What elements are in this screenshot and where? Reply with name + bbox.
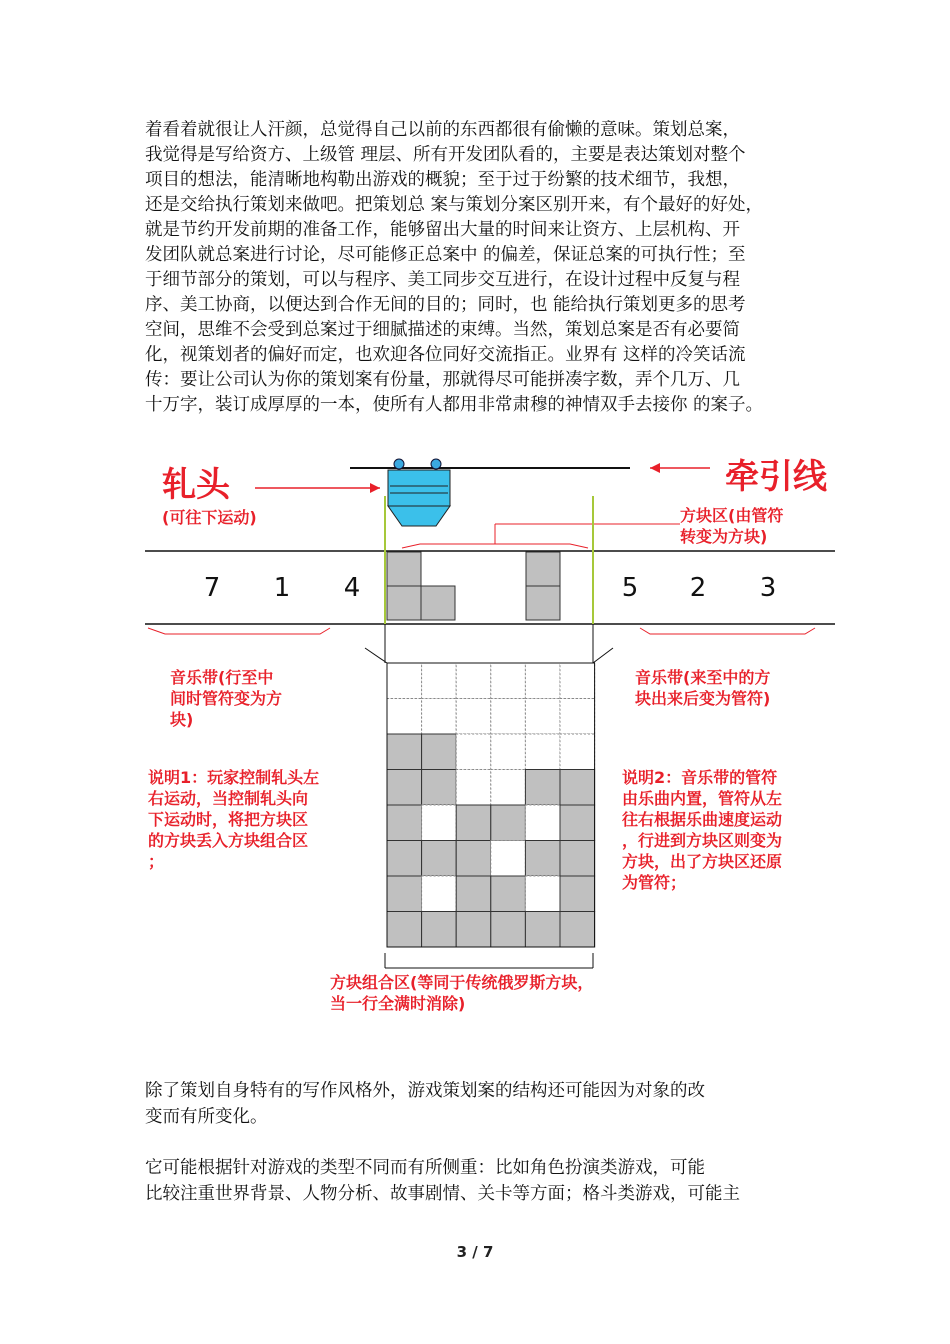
grid-cell-empty xyxy=(422,805,457,841)
note-line: 右运动，当控制轧头向 xyxy=(148,789,309,808)
note-line: 下运动时，将把方块区 xyxy=(148,810,309,829)
grid-cell-empty xyxy=(387,663,422,699)
paragraph-line: 发团队就总案进行讨论，尽可能修正总案中 的偏差，保证总案的可执行性；至 xyxy=(145,245,746,265)
paragraph-line: 项目的想法，能清晰地构勒出游戏的概貌；至于过于纷繁的技术细节，我想， xyxy=(145,170,740,190)
grid-cell-empty xyxy=(525,663,560,699)
belt-note-number: 5 xyxy=(621,573,639,603)
grid-cell-filled xyxy=(422,734,457,770)
arrow-right-qianyin xyxy=(650,463,710,473)
paragraph-line: 变而有所变化。 xyxy=(145,1107,268,1127)
note-line: 说明1：玩家控制轧头左 xyxy=(148,768,320,787)
grid-cell-filled xyxy=(525,912,560,948)
label-fangkuaiqu-2: 转变为方块) xyxy=(680,527,768,546)
label-combine-2: 当一行全满时消除) xyxy=(330,994,466,1013)
grid-cell-filled xyxy=(387,734,422,770)
grid-cell-filled xyxy=(491,912,526,948)
paragraph-line: 于细节部分的策划，可以与程序、美工同步交互进行，在设计过程中反复与程 xyxy=(145,270,740,290)
note-1 xyxy=(148,768,319,871)
grid-cell-filled xyxy=(456,876,491,912)
label-qianyinxian: 牵引线 xyxy=(725,457,827,497)
label-belt-right-2: 块出来后变为管符) xyxy=(635,689,771,708)
note-line: 由乐曲内置，管符从左 xyxy=(622,789,783,808)
paragraph-line: 序、美工协商，以便达到合作无间的目的；同时，也 能给执行策划更多的思考 xyxy=(145,295,746,315)
grid-cell-filled xyxy=(422,912,457,948)
grid-cell-filled xyxy=(387,841,422,877)
grid-cell-empty xyxy=(456,663,491,699)
note-2 xyxy=(621,768,782,892)
grid-cell-filled xyxy=(491,805,526,841)
grid-cell-filled xyxy=(560,912,595,948)
grid-cell-filled xyxy=(525,770,560,806)
grid-cell-filled xyxy=(422,841,457,877)
grid-cell-filled xyxy=(387,805,422,841)
paragraph-line: 传：要让公司认为你的策划案有份量，那就得尽可能拼凑字数，弄个几万、几 xyxy=(145,370,740,390)
grid-cell-empty xyxy=(491,841,526,877)
paragraph-line: 空间，思维不会受到总案过于细腻描述的束缚。当然，策划总案是否有必要简 xyxy=(145,320,740,340)
belt-note-number: 3 xyxy=(759,573,777,603)
grid-cell-filled xyxy=(456,912,491,948)
page-number: 3 / 7 xyxy=(456,1243,494,1261)
label-belt-left-3: 块) xyxy=(170,710,194,729)
press-head xyxy=(388,459,450,526)
grid-cell-filled xyxy=(560,805,595,841)
grid-cell-empty xyxy=(422,876,457,912)
grid-cell-empty xyxy=(456,770,491,806)
grid-cell-empty xyxy=(422,663,457,699)
note-line: ； xyxy=(148,852,165,871)
paragraph-line: 我觉得是写给资方、上级管 理层、所有开发团队看的，主要是表达策划对整个 xyxy=(145,145,746,165)
note-line: 方块，出了方块区还原 xyxy=(622,852,783,871)
grid-cell-filled xyxy=(491,876,526,912)
grid-cell-filled xyxy=(422,770,457,806)
paragraph-line: 十万字，装订成厚厚的一本，使所有人都用非常肃穆的神情双手去接你 的案子。 xyxy=(145,395,764,415)
grid-cell-empty xyxy=(525,805,560,841)
grid-cell-empty xyxy=(456,734,491,770)
paragraph-3 xyxy=(145,1155,845,1207)
paragraph-line: 比较注重世界背景、人物分析、故事剧情、关卡等方面；格斗类游戏，可能主 xyxy=(145,1184,740,1204)
grid-cell-empty xyxy=(491,734,526,770)
grid-cell-empty xyxy=(491,663,526,699)
grid-cell-filled xyxy=(525,841,560,877)
belt-note-number: 7 xyxy=(203,573,221,603)
label-belt-right-1: 音乐带(来至中的方 xyxy=(635,668,771,687)
grid-cell-empty xyxy=(456,699,491,735)
note-line: 说明2：音乐带的管符 xyxy=(622,768,778,787)
grid-cell-filled xyxy=(387,770,422,806)
grid-cell-empty xyxy=(560,734,595,770)
note-line: 的方块丢入方块组合区 xyxy=(148,831,309,850)
grid-cell-empty xyxy=(491,699,526,735)
note-line: ，行进到方块区则变为 xyxy=(622,831,783,850)
grid-cell-filled xyxy=(456,805,491,841)
game-diagram xyxy=(140,448,840,1023)
grid-cell-empty xyxy=(560,663,595,699)
note-line: 为管符； xyxy=(622,873,687,892)
paragraph-line: 就是节约开发前期的准备工作，能够留出大量的时间来让资方、上层机构、开 xyxy=(145,220,740,240)
label-zhatou-sub: (可往下运动) xyxy=(162,508,257,527)
grid-cell-filled xyxy=(560,770,595,806)
combine-grid xyxy=(387,663,595,947)
label-fangkuaiqu-1: 方块区(由管符 xyxy=(680,506,784,525)
arrow-left-zhatou xyxy=(255,483,380,493)
paragraph-2 xyxy=(145,1078,845,1130)
paragraph-1 xyxy=(145,118,845,418)
grid-cell-filled xyxy=(387,876,422,912)
belt-note-number: 4 xyxy=(343,573,361,603)
belt-note-number: 2 xyxy=(689,573,707,603)
belt-note-number: 1 xyxy=(273,573,291,603)
belt-blocks xyxy=(387,552,560,620)
grid-cell-empty xyxy=(525,876,560,912)
grid-cell-empty xyxy=(525,699,560,735)
grid-cell-filled xyxy=(560,876,595,912)
grid-cell-empty xyxy=(560,699,595,735)
paragraph-line: 着看着就很让人汗颜，总觉得自己以前的东西都很有偷懒的意味。策划总案， xyxy=(145,120,740,140)
paragraph-line: 还是交给执行策划来做吧。把策划总 案与策划分案区别开来，有个最好的好处， xyxy=(145,195,764,215)
paragraph-line: 它可能根据针对游戏的类型不同而有所侧重：比如角色扮演类游戏，可能 xyxy=(145,1158,705,1178)
label-zhatou: 轧头 xyxy=(162,465,230,505)
grid-cell-empty xyxy=(491,770,526,806)
grid-cell-empty xyxy=(525,734,560,770)
paragraph-line: 除了策划自身特有的写作风格外，游戏策划案的结构还可能因为对象的改 xyxy=(145,1081,705,1101)
grid-cell-filled xyxy=(560,841,595,877)
grid-cell-empty xyxy=(387,699,422,735)
note-line: 往右根据乐曲速度运动 xyxy=(622,810,783,829)
grid-cell-filled xyxy=(387,912,422,948)
paragraph-line: 化，视策划者的偏好而定，也欢迎各位同好交流指正。业界有 这样的冷笑话流 xyxy=(145,345,746,365)
label-belt-left-1: 音乐带(行至中 xyxy=(170,668,274,687)
label-combine-1: 方块组合区(等同于传统俄罗斯方块， xyxy=(330,973,594,992)
grid-cell-filled xyxy=(456,841,491,877)
grid-cell-empty xyxy=(422,699,457,735)
label-belt-left-2: 间时管符变为方 xyxy=(170,689,283,708)
